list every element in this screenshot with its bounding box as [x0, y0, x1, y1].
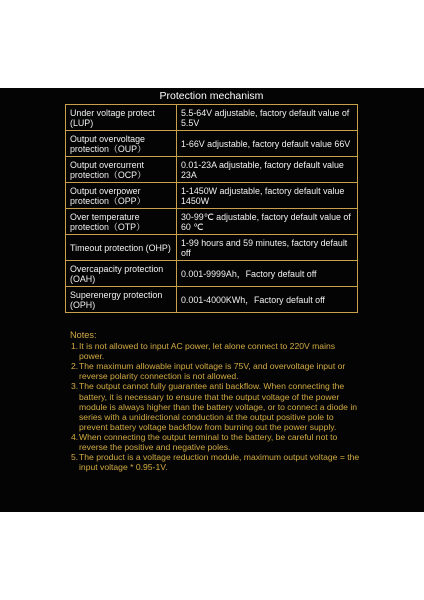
- table-row: [66, 209, 358, 235]
- protection-name: Over temperature protection（OTP）: [66, 209, 177, 235]
- protection-value: 1-99 hours and 59 minutes, factory default off: [177, 235, 358, 261]
- table-row: [66, 235, 358, 261]
- protection-value: 0.01-23A adjustable, factory default value 23A: [177, 157, 358, 183]
- table-row: [66, 287, 358, 313]
- table-row: [66, 183, 358, 209]
- note-item: [65, 452, 360, 472]
- note-number: 5.: [71, 452, 79, 463]
- table-row: [66, 105, 358, 131]
- note-number: 3.: [71, 381, 79, 392]
- protection-name: Output overcurrent protection（OCP）: [66, 157, 177, 183]
- protection-name: Output overpower protection（OPP）: [66, 183, 177, 209]
- protection-name: Timeout protection (OHP): [66, 235, 177, 261]
- product-info-image: [0, 88, 424, 512]
- note-text: The output cannot fully guarantee anti backflow. When connecting the battery, it is necessary to ensure that the output voltage of the power module is always higher than the battery voltage, or to connect a diode in series with a unidirectional conduction at the output positive pole to prevent battery voltage backflow from burning out the power supply.: [79, 381, 358, 432]
- note-item: [65, 361, 360, 381]
- note-item: [65, 432, 360, 452]
- table-row: [66, 157, 358, 183]
- protection-value: 0.001-4000KWh，Factory default off: [177, 287, 358, 313]
- notes-heading: Notes:: [70, 330, 97, 340]
- note-item: [65, 381, 360, 431]
- protection-name: Overcapacity protection (OAH): [66, 261, 177, 287]
- note-text: When connecting the output terminal to the battery, be careful not to reverse the positive and negative poles.: [79, 431, 338, 453]
- protection-name: Output overvoltage protection（OUP）: [66, 131, 177, 157]
- note-number: 2.: [71, 361, 79, 372]
- note-text: The maximum allowable input voltage is 75V, and overvoltage input or reverse polarity connection is not allowed.: [79, 361, 346, 382]
- table-title: Protection mechanism: [65, 88, 358, 105]
- note-number: 1.: [71, 341, 79, 352]
- table-row: [66, 131, 358, 157]
- table-row: [66, 261, 358, 287]
- note-number: 4.: [71, 431, 79, 442]
- protection-value: 1-66V adjustable, factory default value 66V: [177, 131, 358, 157]
- notes-section: [65, 330, 360, 472]
- protection-value: 0.001-9999Ah，Factory default off: [177, 261, 358, 287]
- note-item: [65, 341, 360, 361]
- note-text: The product is a voltage reduction module, maximum output voltage = the input voltage * 0.95-1V.: [79, 452, 360, 473]
- note-text: It is not allowed to input AC power, let alone connect to 220V mains power.: [79, 341, 336, 362]
- protection-value: 1-1450W adjustable, factory default value 1450W: [177, 183, 358, 209]
- protection-value: 30-99℃ adjustable, factory default value of 60 ℃: [177, 209, 358, 235]
- notes-list: [65, 341, 360, 472]
- protection-name: Superenergy protection (OPH): [66, 287, 177, 313]
- protection-table: [65, 104, 358, 313]
- protection-value: 5.5-64V adjustable, factory default value of 5.5V: [177, 105, 358, 131]
- protection-name: Under voltage protect (LUP): [66, 105, 177, 131]
